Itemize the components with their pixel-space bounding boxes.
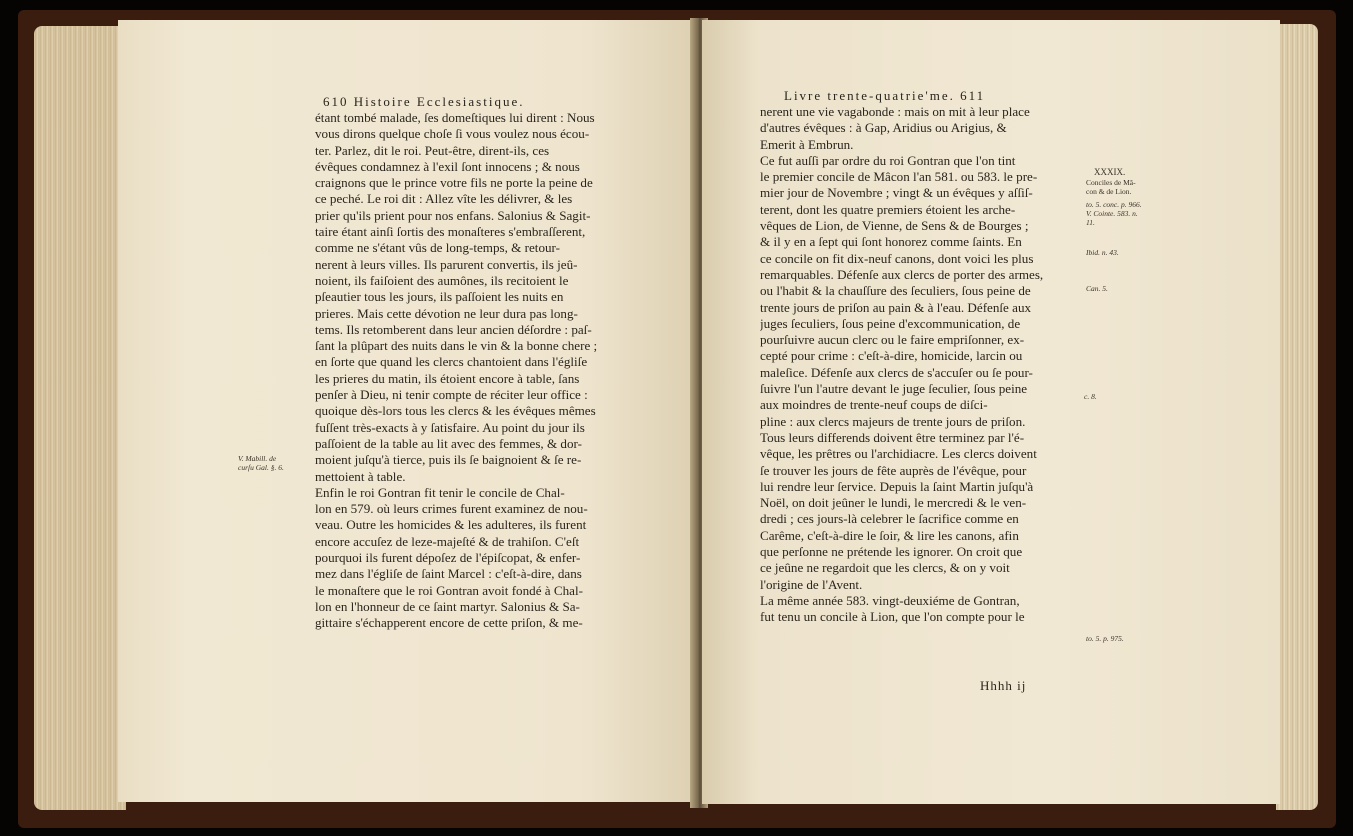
margin-note-line: to. 5. conc. p. 966. — [1086, 200, 1142, 209]
text-line: fuſſent très-exacts à y ſatisfaire. Au point du jour ils — [315, 419, 585, 435]
text-line: Noël, on doit jeûner le lundi, le mercredi & le ven- — [760, 495, 1027, 511]
page-edges-left — [34, 26, 126, 810]
text-line: Carême, c'eſt-à-dire le ſoir, & lire les canons, afin — [760, 527, 1019, 543]
text-line: trente jours de priſon au pain & à l'eau. Défenſe aux — [760, 299, 1032, 315]
text-line: gittaire s'échapperent encore de cette priſon, & me- — [315, 615, 583, 631]
text-line: lon en l'honneur de ce ſaint martyr. Salonius & Sa- — [315, 598, 580, 614]
page-edges-right — [1276, 24, 1318, 810]
margin-reference-4: c. 8. — [1084, 392, 1097, 401]
text-line: vêques de Lion, de Vienne, de Sens & de Bourges ; — [760, 218, 1029, 234]
text-line: tems. Ils retomberent dans leur ancien déſordre : paſ- — [315, 321, 592, 337]
left-page-header: 610 Histoire Ecclesiastique. — [323, 94, 525, 109]
text-line: maleſice. Défenſe aux clercs de s'accuſer ou ſe pour- — [760, 364, 1033, 380]
text-line: Emerit à Embrun. — [760, 136, 854, 152]
text-line: taire étant ainſi ſortis des monaſteres s'embraſſerent, — [315, 224, 586, 240]
text-line: fut tenu un concile à Lion, que l'on compte pour le — [760, 609, 1025, 625]
margin-note-line: con & de Lion. — [1086, 187, 1132, 196]
text-line: quoique dès-lors tous les clercs & les évêques mêmes — [315, 403, 596, 419]
text-line: prieres. Mais cette dévotion ne leur dura pas long- — [315, 305, 578, 321]
text-line: mettoient à table. — [315, 468, 406, 484]
text-line: ſe trouver les jours de fête auprès de l'évêque, pour — [760, 462, 1027, 478]
margin-section-number: XXXIX. — [1094, 167, 1126, 177]
margin-reference-1 — [1086, 200, 1142, 227]
text-line: paſſoient de la table au lit avec des femmes, & dor- — [315, 435, 582, 451]
text-line: ſant la plûpart des nuits dans le vin & la bonne chere ; — [315, 338, 598, 354]
text-line: noient, ils faiſoient des aumônes, ils recitoient le — [315, 272, 569, 288]
text-line: vêque, les prêtres ou l'archidiacre. Les clercs doivent — [760, 446, 1037, 462]
signature-mark: Hhhh ij — [980, 678, 1027, 693]
left-page — [118, 20, 696, 802]
text-line: l'origine de l'Avent. — [760, 576, 863, 592]
margin-reference-2: Ibid. n. 43. — [1086, 248, 1119, 257]
margin-note-line: V. Cointe. 583. n. — [1086, 209, 1138, 218]
margin-section-title — [1086, 178, 1136, 196]
text-line: étant tombé malade, ſes domeſtiques lui dirent : Nous — [315, 110, 595, 125]
text-line: pourſuivre aucun clerc ou le faire empriſonner, ex- — [760, 332, 1025, 348]
text-line: & il y en a ſept qui ſont honorez comme ſaints. En — [760, 234, 1022, 250]
text-line: nerent à leurs villes. Ils parurent convertis, ils jeû- — [315, 256, 578, 272]
text-line: Tous leurs differends doivent être terminez par l'é- — [760, 429, 1025, 445]
text-line: encore accuſez de leze-majeſté & de trahiſon. C'eſt — [315, 533, 580, 549]
text-line: veau. Outre les homicides & les adulteres, ils furent — [315, 517, 587, 533]
text-line: lui rendre leur ſervice. Depuis la ſaint Martin juſqu'à — [760, 478, 1034, 494]
text-line: terent, dont les quatre premiers étoient les arche- — [760, 201, 1016, 217]
text-line: ce peché. Le roi dit : Allez vîte les délivrer, & les — [315, 191, 573, 207]
text-line: penſer à Dieu, ni tenir compte de réciter leur office : — [315, 387, 588, 403]
text-line: ter. Parlez, dit le roi. Peut-être, dirent-ils, ces — [315, 142, 550, 158]
text-line: Ce fut auſſi par ordre du roi Gontran que l'on tint — [760, 152, 1016, 168]
text-line: craignons que le prince votre fils ne porte la peine de — [315, 175, 593, 191]
text-line: lon en 579. où leurs crimes furent examinez de nou- — [315, 501, 588, 517]
left-margin-note — [238, 454, 284, 472]
text-line: ce jeûne ne regardoit que les clercs, & on y voit — [760, 560, 1010, 576]
text-line: pſeautier tous les jours, ils paſſoient les nuits en — [315, 289, 564, 305]
text-line: d'autres évêques : à Gap, Aridius ou Arigius, & — [760, 120, 1007, 136]
text-line: comme ne s'étant vûs de long-temps, & retour- — [315, 240, 560, 256]
text-line: évêques condamnez à l'exil ſont innocens ; & nous — [315, 158, 580, 174]
left-page-text — [315, 110, 687, 632]
text-line: Enfin le roi Gontran fit tenir le concile de Chal- — [315, 484, 565, 500]
text-line: cepté pour crime : c'eſt-à-dire, homicide, larcin ou — [760, 348, 1023, 364]
text-line: dredi ; ces jours-là celebrer le ſacrifice comme en — [760, 511, 1019, 527]
right-page-text — [760, 104, 1078, 626]
margin-reference-5: to. 5. p. 975. — [1086, 634, 1124, 643]
text-line: moient juſqu'à tierce, puis ils ſe baignoient & ſe re- — [315, 452, 582, 468]
text-line: le monaſtere que le roi Gontran avoit fondé à Chal- — [315, 582, 583, 598]
margin-note-line: Conciles de Mâ- — [1086, 178, 1136, 187]
margin-note-line: curſu Gal. §. 6. — [238, 463, 284, 472]
text-line: remarquables. Défenſe aux clercs de porter des armes, — [760, 266, 1044, 282]
text-line: ce concile on fit dix-neuf canons, dont voici les plus — [760, 250, 1034, 266]
right-page-header: Livre trente-quatrie'me. 611 — [784, 88, 986, 103]
text-line: aux moindres de trente-neuf coups de diſci- — [760, 397, 988, 413]
right-page — [702, 20, 1280, 804]
text-line: pline : aux clercs majeurs de trente jours de priſon. — [760, 413, 1026, 429]
text-line: en ſorte que quand les clercs chantoient dans l'égliſe — [315, 354, 588, 370]
text-line: La même année 583. vingt-deuxiéme de Gontran, — [760, 592, 1020, 608]
text-line: mier jour de Novembre ; vingt & un évêques y aſſiſ- — [760, 185, 1033, 201]
text-line: pourquoi ils furent dépoſez de l'épiſcopat, & enfer- — [315, 550, 581, 566]
text-line: ou l'habit & la chauſſure des ſeculiers, ſous peine de — [760, 283, 1031, 299]
margin-reference-3: Can. 5. — [1086, 284, 1108, 293]
margin-note-line: V. Mabill. de — [238, 454, 277, 463]
text-line: prier qu'ils prient pour nos enfans. Salonius & Sagit- — [315, 207, 591, 223]
text-line: juges ſeculiers, ſous peine d'excommunication, de — [760, 315, 1021, 331]
text-line: les prieres du matin, ils étoient encore à table, ſans — [315, 370, 580, 386]
text-line: mez dans l'égliſe de ſaint Marcel : c'eſt-à-dire, dans — [315, 566, 582, 582]
text-line: le premier concile de Mâcon l'an 581. ou 583. le pre- — [760, 169, 1038, 185]
text-line: vous dirons quelque choſe ſi vous voulez nous écou- — [315, 126, 590, 142]
text-line: ſuivre l'un l'autre devant le juge ſeculier, ſous peine — [760, 381, 1028, 397]
margin-note-line: 11. — [1086, 218, 1095, 227]
text-line: nerent une vie vagabonde : mais on mit à leur place — [760, 104, 1030, 119]
text-line: que perſonne ne prétende les ignorer. On croit que — [760, 544, 1023, 560]
